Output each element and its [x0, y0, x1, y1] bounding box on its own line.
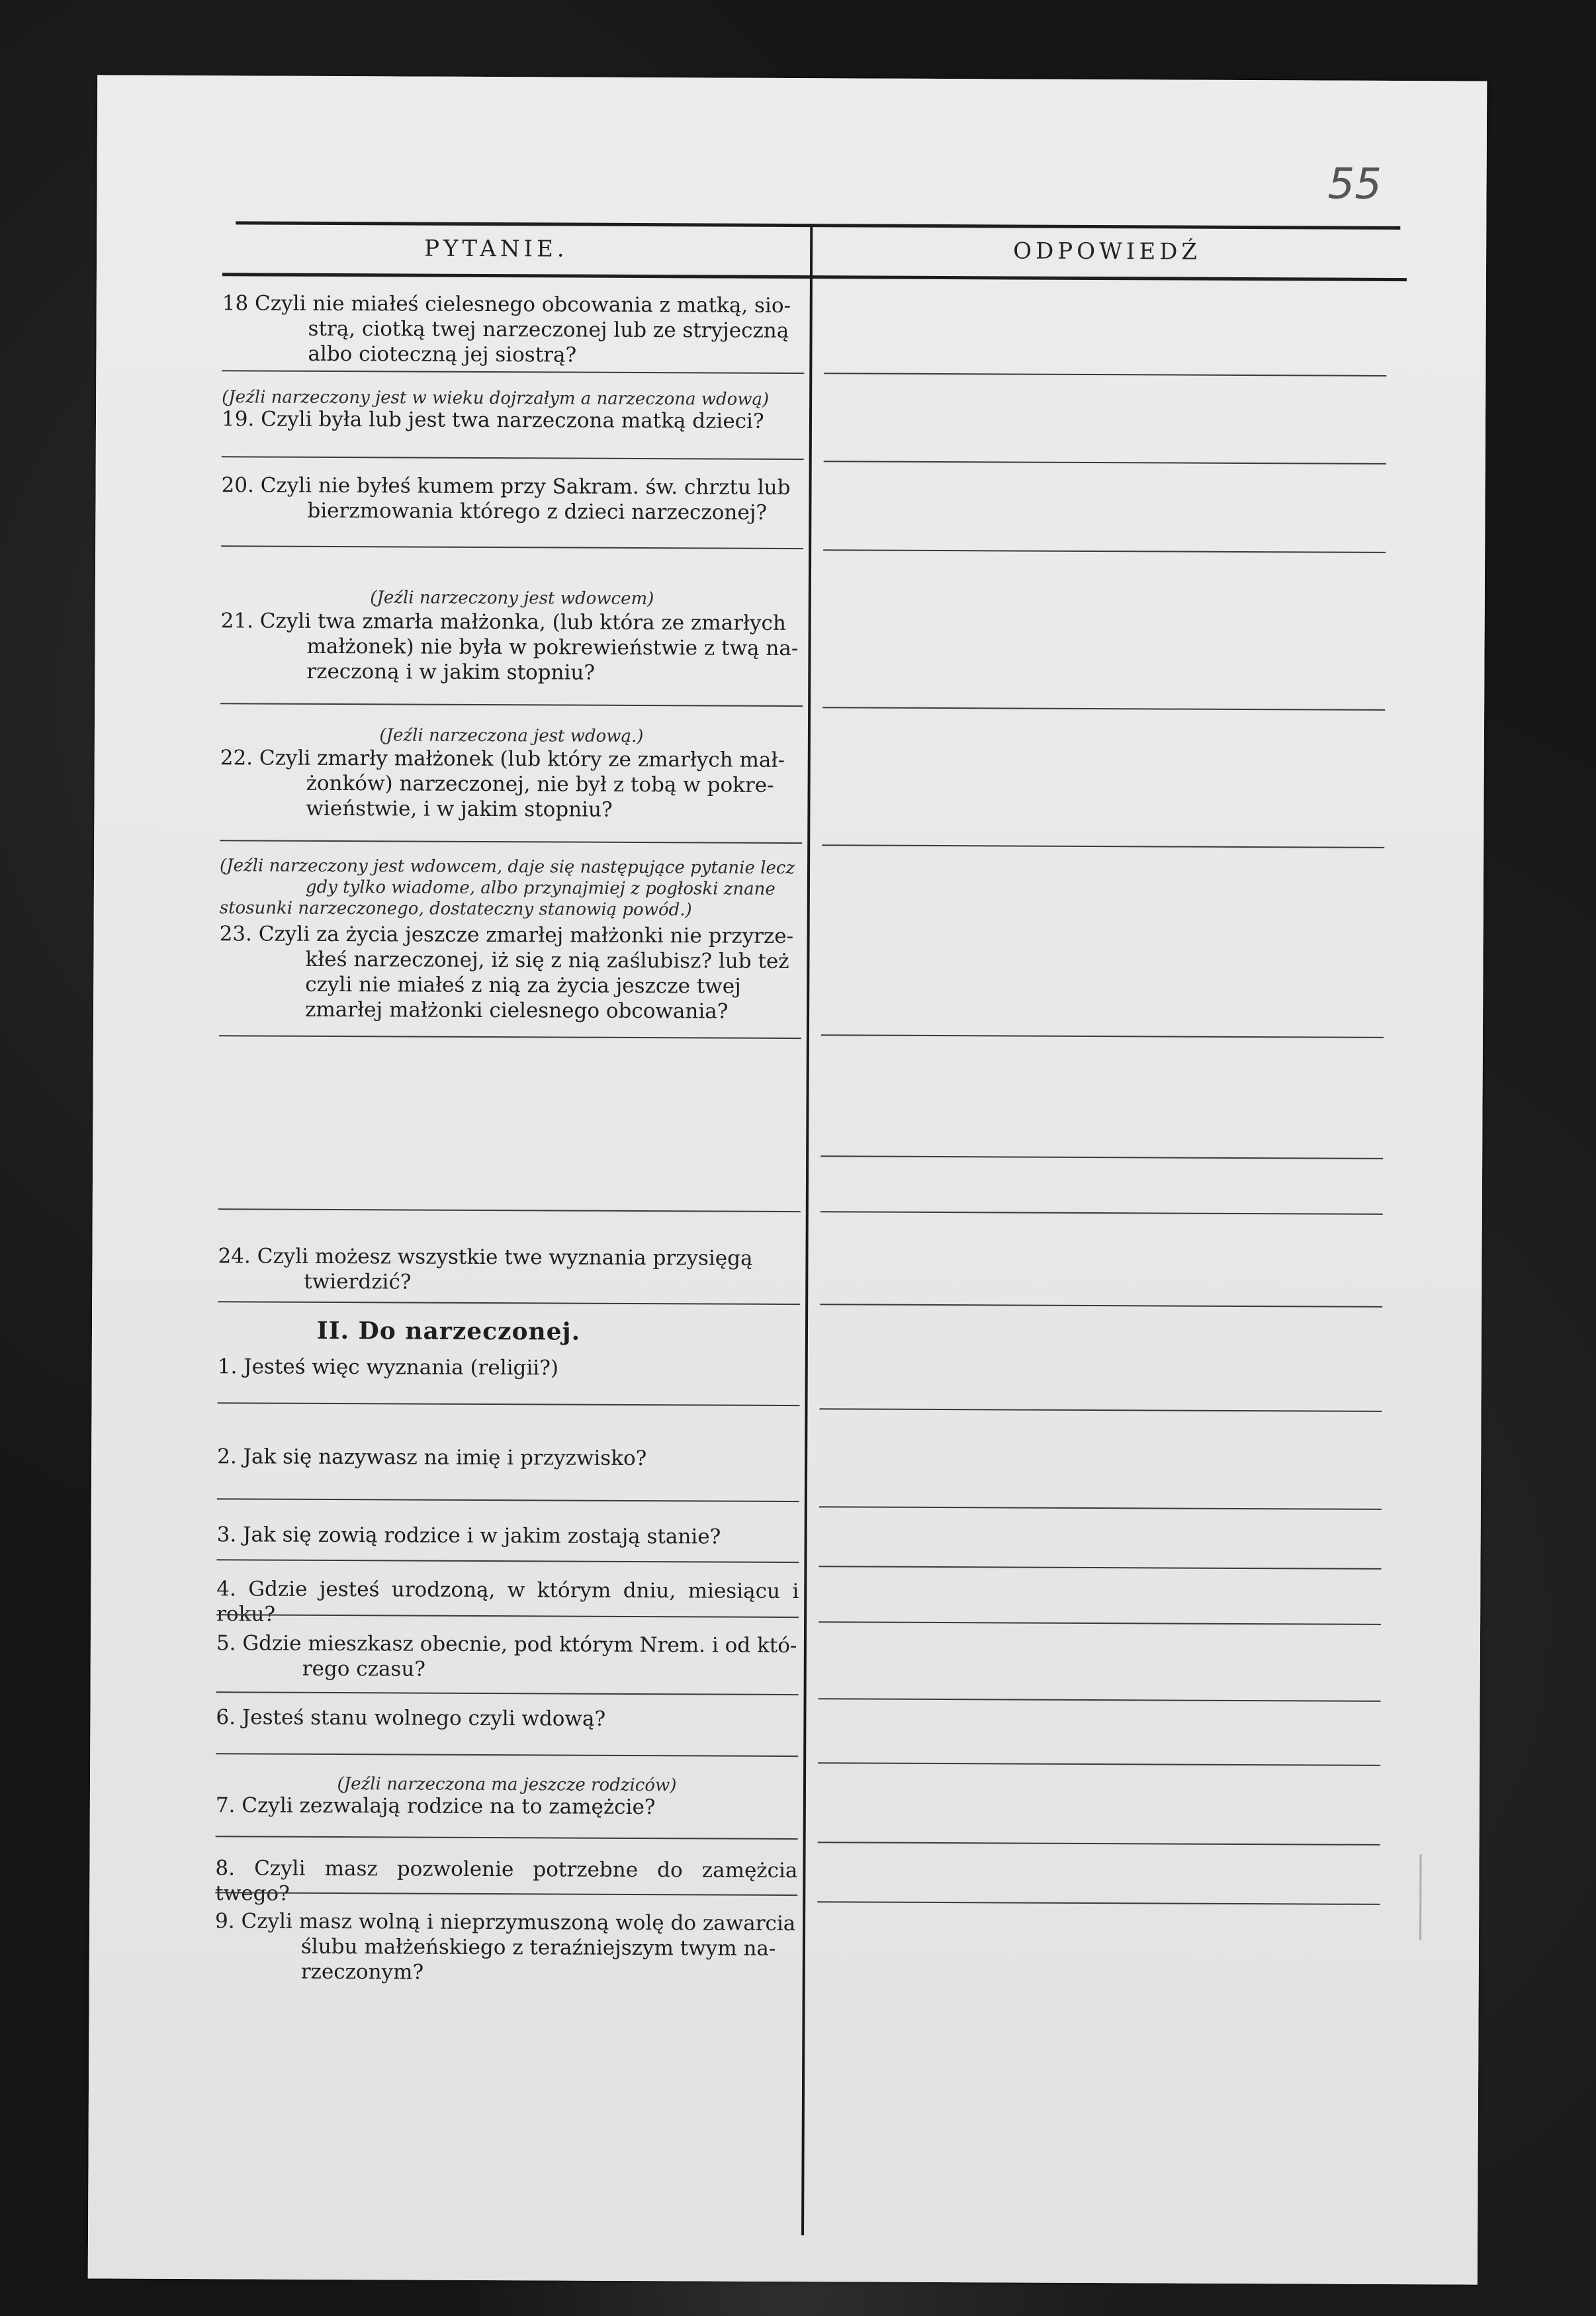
question-column-header: PYTANIE.	[424, 235, 568, 263]
answer-line	[216, 1753, 798, 1757]
question-II-5: 5. Gdzie mieszkasz obecnie, pod którym Nrem. i od któ- rego czasu?	[216, 1631, 797, 1681]
question-20: 20. Czyli nie byłeś kumem przy Sakram. św. chrztu lub bierzmowania którego z dzieci narzeczonej?	[221, 473, 791, 525]
answer-line	[819, 1621, 1381, 1625]
answer-line	[820, 1211, 1383, 1215]
answer-line	[217, 1498, 799, 1502]
header-bottom-rule	[222, 273, 1407, 281]
answer-column-header: ODPOWIEDŹ	[1013, 238, 1202, 265]
margin-mark	[1419, 1854, 1448, 1940]
answer-line	[216, 1559, 799, 1563]
question-23: 23. Czyli za życia jeszcze zmarłej małżonki nie przyrze- kłeś narzeczonej, iż się z nią zaślubisz? lub też czyli nie miałeś z nią za życia jeszcze twej zmarłej małżonki cielesnego obcowania?	[219, 922, 794, 1024]
condition-note: (Jeźli narzeczona ma jeszcze rodziców)	[337, 1774, 677, 1796]
answer-line	[817, 1901, 1380, 1905]
answer-line	[219, 1035, 801, 1039]
answer-line	[819, 1506, 1382, 1510]
answer-line	[220, 703, 803, 707]
answer-line	[222, 456, 804, 460]
condition-note: (Jeźli narzeczony jest wdowcem, daje się następujące pytanie lecz gdy tylko wiadome, albo przynajmiej z pogłoski znane stosunki narzeczonego, dostateczny stanowią powód.)	[219, 856, 795, 920]
question-II-6: 6. Jesteś stanu wolnego czyli wdową?	[216, 1705, 606, 1731]
question-19: 19. Czyli była lub jest twa narzeczona matką dzieci?	[221, 407, 764, 433]
question-II-8: 8. Czyli masz pozwolenie potrzebne do zamężcia twego?	[215, 1856, 798, 1906]
condition-note: (Jeźli narzeczony jest wdowcem)	[370, 588, 654, 609]
question-II-3: 3. Jak się zowią rodzice i w jakim zostają stanie?	[216, 1523, 721, 1549]
answer-line	[218, 1208, 801, 1212]
answer-line	[818, 1842, 1380, 1846]
question-II-2: 2. Jak się nazywasz na imię i przyzwisko?	[217, 1445, 647, 1471]
header-top-rule	[236, 221, 1400, 230]
question-II-9: 9. Czyli masz wolną i nieprzymuszoną wolę do zawarcia ślubu małżeńskiego z teraźniejszym twym na- rzeczonym?	[215, 1909, 796, 1984]
answer-line	[820, 1304, 1382, 1308]
question-18: 18 Czyli nie miałeś cielesnego obcowania z matką, sio- strą, ciotką twej narzeczonej lub ze stryjeczną albo cioteczną jej siostrą?	[222, 291, 791, 367]
answer-line	[822, 707, 1385, 711]
answer-line	[216, 1836, 798, 1840]
answer-line	[824, 461, 1386, 465]
condition-note: (Jeźli narzeczony jest w wieku dojrzałym a narzeczona wdową)	[222, 387, 770, 410]
answer-line	[819, 1698, 1381, 1702]
answer-line	[819, 1408, 1382, 1412]
section-2-title: II. Do narzeczonej.	[316, 1316, 581, 1346]
question-22: 22. Czyli zmarły małżonek (lub który ze zmarłych mał- żonków) narzeczonej, nie był z tobą w pokre- wieństwie, i w jakim stopniu?	[220, 746, 785, 822]
answer-line	[819, 1566, 1381, 1570]
answer-line	[818, 1762, 1380, 1766]
question-24: 24. Czyli możesz wszystkie twe wyznania przysięgą twierdzić?	[218, 1244, 753, 1294]
question-II-1: 1. Jesteś więc wyznania (religii?)	[217, 1355, 559, 1380]
answer-line	[221, 545, 803, 549]
answer-line	[220, 840, 802, 844]
condition-note: (Jeźli narzeczona jest wdową.)	[379, 725, 644, 747]
question-II-7: 7. Czyli zezwalają rodzice na to zamężcie?	[215, 1793, 656, 1820]
bleed-through-shadow	[923, 297, 1268, 378]
page-number: 55	[1327, 159, 1382, 209]
answer-line	[820, 1155, 1383, 1159]
column-divider	[801, 227, 813, 2235]
answer-line	[218, 1301, 800, 1305]
question-21: 21. Czyli twa zmarła małżonka, (lub która ze zmarłych małżonek) nie była w pokrewieństwie z twą na- rzeczoną i w jakim stopniu?	[220, 609, 799, 685]
answer-line	[822, 844, 1384, 848]
question-II-4: 4. Gdzie jesteś urodzoną, w którym dniu, miesiącu i roku?	[216, 1577, 799, 1626]
answer-line	[218, 1402, 800, 1406]
answer-line	[216, 1691, 799, 1695]
form-page	[88, 75, 1487, 2284]
answer-line	[823, 549, 1386, 553]
answer-line	[222, 370, 804, 374]
answer-line	[821, 1034, 1384, 1038]
